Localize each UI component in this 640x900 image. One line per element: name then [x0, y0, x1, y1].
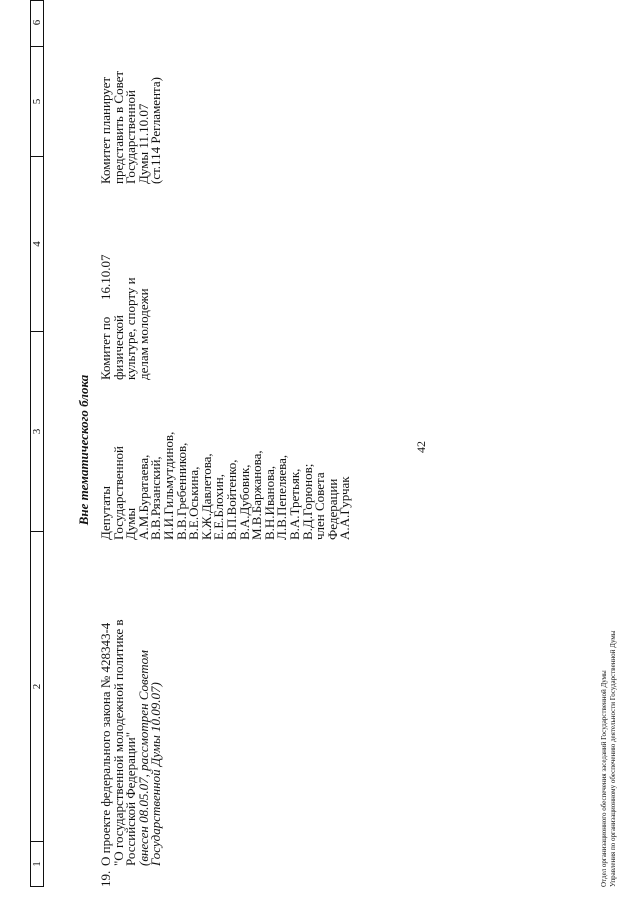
committee-cell [100, 220, 150, 380]
author-line: В.П.Войтенко, [223, 459, 239, 540]
committee-line: физической [110, 315, 126, 380]
bill-title-line: "О государственной молодежной политике в [110, 619, 126, 866]
author-line: член Совета [312, 472, 328, 540]
remark-line: Комитет планирует [98, 76, 113, 184]
table-header-row [30, 0, 44, 887]
remark-line: Думы 11.10.07 [135, 103, 151, 184]
author-line: В.А.Дубовик, [236, 464, 252, 540]
author-line: Депутаты [98, 486, 113, 540]
header-col-5: 5 [31, 46, 43, 156]
date-value: 16.10.07 [98, 254, 113, 300]
header-col-3: 3 [31, 331, 43, 531]
author-line: В.В.Гребенников, [173, 442, 189, 540]
bill-title-cell [100, 576, 163, 866]
author-line: А.А.Гурчак [337, 476, 353, 540]
row-number: 19. [98, 870, 113, 887]
author-line: К.Ж.Давлетова, [198, 453, 214, 540]
remark-line: представить в Совет [110, 70, 126, 184]
remark-line: (ст.114 Регламента) [148, 77, 164, 184]
authors-cell [100, 370, 352, 540]
remark-cell [100, 14, 163, 184]
footer-line: Отдел организационного обеспечения заседаний Государственной Думы [600, 670, 608, 887]
footer-line: Управления по организационному обеспечению деятельности Государственной Думы [609, 630, 617, 887]
author-line: И.И.Гильмутдинов, [160, 431, 176, 540]
section-title: Вне тематического блока [76, 374, 91, 526]
author-line: Государственной [110, 445, 126, 540]
header-col-2: 2 [31, 531, 43, 841]
author-line: А.М.Буратаева, [135, 454, 151, 540]
author-line: Е.Е.Блохин, [211, 473, 227, 540]
author-line: Л.В.Пепеляева, [274, 454, 290, 540]
page-number: 42 [414, 441, 428, 453]
bill-title-line: О проекте федерального закона № 428343-4 [98, 622, 113, 866]
committee-line: культуре, спорту и [123, 277, 139, 380]
committee-line: Комитет по [98, 316, 113, 380]
author-line: В.В.Рязанский, [148, 456, 164, 540]
author-line: Федерации [324, 478, 340, 540]
bill-title-line: Российской Федерации" [123, 731, 139, 866]
author-line: В.Н.Иванова, [261, 465, 277, 540]
author-line: М.В.Баржанова, [249, 450, 265, 540]
author-line: В.А.Третьяк, [286, 468, 302, 540]
footer [600, 631, 618, 887]
header-col-4: 4 [31, 156, 43, 331]
header-col-1: 1 [31, 841, 43, 886]
author-line: В.Е.Оськина, [186, 466, 202, 540]
author-line: Думы [123, 507, 139, 540]
committee-line: делам молодежи [135, 288, 151, 380]
bill-note-line: Государственной Думы 10.09.07) [148, 682, 164, 866]
header-col-6: 6 [31, 19, 43, 26]
remark-line: Государственной [123, 89, 139, 184]
date-cell [98, 254, 113, 300]
bill-note-line: (внесен 08.05.07, рассмотрен Советом [135, 650, 151, 866]
author-line: В.Д.Горюнов; [299, 463, 315, 540]
row-number-cell [100, 867, 113, 887]
